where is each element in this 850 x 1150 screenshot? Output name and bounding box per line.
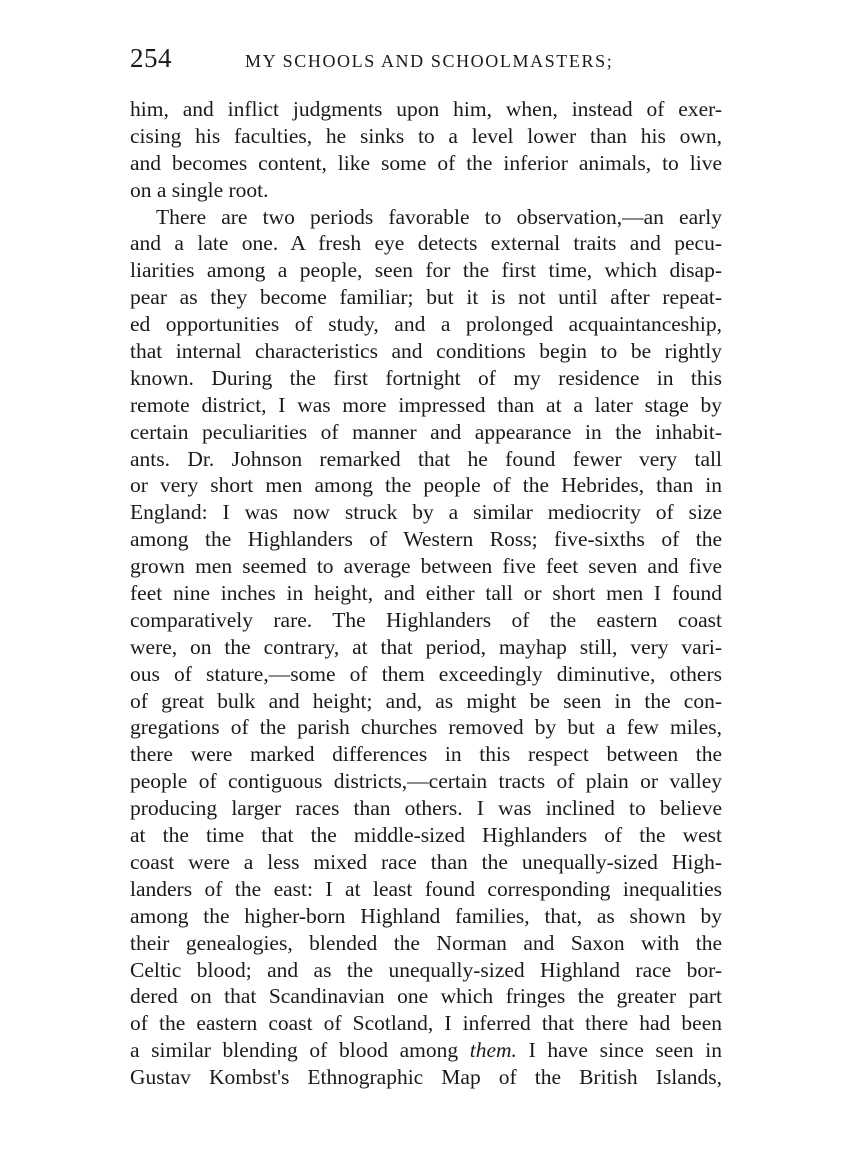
text-line: known. During the first fortnight of my residence in this <box>130 365 722 390</box>
text-line: among the Highlanders of Western Ross; five-sixths of the <box>130 527 722 552</box>
text-line-with-emphasis <box>130 1037 722 1064</box>
text-run: I have since seen in <box>516 1038 722 1063</box>
text-line: ants. Dr. Johnson remarked that he found fewer very tall <box>130 446 722 471</box>
page-header <box>130 40 722 76</box>
text-line: grown men seemed to average between five feet seven and five <box>130 554 722 579</box>
text-run: a similar blending of blood among <box>130 1038 470 1063</box>
text-line: among the higher-born Highland families, that, as shown by <box>130 903 722 928</box>
text-line: people of contiguous districts,—certain tracts of plain or valley <box>130 769 722 794</box>
text-line: dered on that Scandinavian one which fringes the greater part <box>130 984 722 1009</box>
page-number: 254 <box>130 43 172 73</box>
text-line: comparatively rare. The Highlanders of the eastern coast <box>130 607 722 632</box>
text-line: pear as they become familiar; but it is not until after repeat- <box>130 285 722 310</box>
text-line: ed opportunities of study, and a prolonged acquaintanceship, <box>130 312 722 337</box>
body-text <box>130 96 722 1091</box>
paragraph-1 <box>130 96 722 204</box>
text-line: liarities among a people, seen for the first time, which disap- <box>130 258 722 283</box>
text-line: him, and inflict judgments upon him, when, instead of exer- <box>130 97 722 121</box>
text-line: feet nine inches in height, and either tall or short men I found <box>130 581 722 606</box>
text-line: and a late one. A fresh eye detects external traits and pecu- <box>130 231 722 256</box>
text-line: at the time that the middle-sized Highlanders of the west <box>130 823 722 848</box>
text-line: their genealogies, blended the Norman and Saxon with the <box>130 930 722 955</box>
emphasized-word: them. <box>469 1038 517 1063</box>
text-line: there were marked differences in this respect between the <box>130 742 722 767</box>
text-line: England: I was now struck by a similar mediocrity of size <box>130 500 722 525</box>
text-line: or very short men among the people of the Hebrides, than in <box>130 473 722 498</box>
text-line: cising his faculties, he sinks to a level lower than his own, <box>130 123 722 148</box>
text-line: landers of the east: I at least found corresponding inequalities <box>130 876 722 901</box>
text-line: gregations of the parish churches removed by but a few miles, <box>130 715 722 740</box>
text-line: certain peculiarities of manner and appearance in the inhabit- <box>130 419 722 444</box>
text-line: Celtic blood; and as the unequally-sized Highland race bor- <box>130 957 722 982</box>
text-line: were, on the contrary, at that period, mayhap still, very vari- <box>130 634 722 659</box>
text-line: Gustav Kombst's Ethnographic Map of the British Islands, <box>130 1065 722 1090</box>
text-line: There are two periods favorable to observation,—an early <box>156 204 722 229</box>
text-line: remote district, I was more impressed than at a later stage by <box>130 392 722 417</box>
paragraph-2 <box>130 204 722 1091</box>
text-line: of the eastern coast of Scotland, I inferred that there had been <box>130 1011 722 1036</box>
text-line: ous of stature,—some of them exceedingly diminutive, others <box>130 661 722 686</box>
text-line: and becomes content, like some of the inferior animals, to live <box>130 150 722 175</box>
running-title: MY SCHOOLS AND SCHOOLMASTERS; <box>245 51 614 71</box>
text-line: coast were a less mixed race than the unequally-sized High- <box>130 849 722 874</box>
text-line: that internal characteristics and conditions begin to be rightly <box>130 339 722 364</box>
text-line: on a single root. <box>130 177 269 202</box>
text-line: producing larger races than others. I was inclined to believe <box>130 796 722 821</box>
text-line: of great bulk and height; and, as might be seen in the con- <box>130 688 722 713</box>
